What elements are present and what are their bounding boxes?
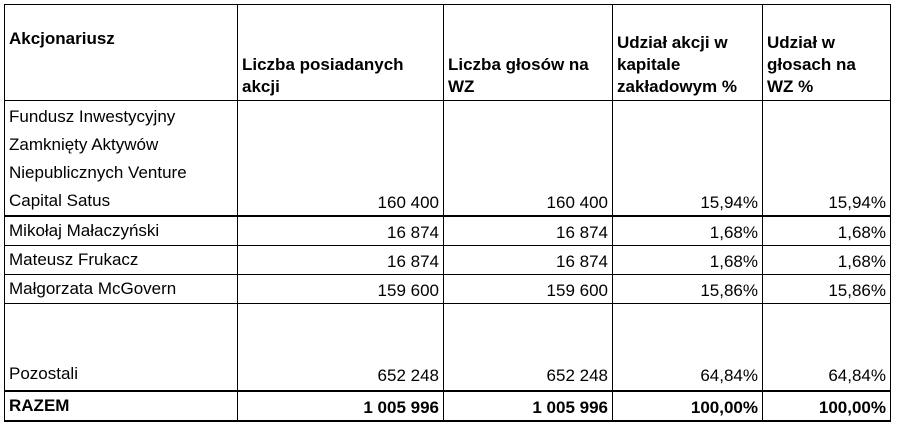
votes-pct-cell: 1,68%	[763, 245, 891, 274]
total-votes-pct-cell: 100,00%	[763, 391, 891, 421]
header-row	[5, 5, 891, 101]
votes-cell: 160 400	[444, 101, 613, 216]
table-row	[5, 216, 891, 246]
votes-cell: 159 600	[444, 274, 613, 303]
shareholder-name: Fundusz Inwestycyjny Zamknięty Aktywów Niepublicznych Venture Capital Satus	[5, 101, 238, 216]
header-shares: Liczba posiadanych akcji	[238, 5, 444, 101]
votes-cell: 652 248	[444, 303, 613, 391]
header-capital-pct: Udział akcji w kapitale zakładowym %	[613, 5, 763, 101]
table-row	[5, 274, 891, 303]
total-votes-cell: 1 005 996	[444, 391, 613, 421]
capital-pct-cell: 15,94%	[613, 101, 763, 216]
header-shareholder: Akcjonariusz	[5, 5, 238, 101]
shares-cell: 16 874	[238, 216, 444, 246]
votes-pct-cell: 15,86%	[763, 274, 891, 303]
votes-cell: 16 874	[444, 216, 613, 246]
shareholder-name: Małgorzata McGovern	[5, 274, 238, 303]
table-row	[5, 245, 891, 274]
shares-cell: 16 874	[238, 245, 444, 274]
shareholder-name: Mateusz Frukacz	[5, 245, 238, 274]
capital-pct-cell: 1,68%	[613, 216, 763, 246]
capital-pct-cell: 64,84%	[613, 303, 763, 391]
shareholder-name: Mikołaj Małaczyński	[5, 216, 238, 246]
votes-cell: 16 874	[444, 245, 613, 274]
shares-cell: 160 400	[238, 101, 444, 216]
total-label: RAZEM	[5, 391, 238, 421]
capital-pct-cell: 15,86%	[613, 274, 763, 303]
table-row	[5, 303, 891, 391]
shares-cell: 652 248	[238, 303, 444, 391]
votes-pct-cell: 64,84%	[763, 303, 891, 391]
votes-pct-cell: 1,68%	[763, 216, 891, 246]
shareholder-name: Pozostali	[5, 303, 238, 391]
total-shares-cell: 1 005 996	[238, 391, 444, 421]
votes-pct-cell: 15,94%	[763, 101, 891, 216]
table-row	[5, 101, 891, 216]
header-votes-pct: Udział w głosach na WZ %	[763, 5, 891, 101]
total-capital-pct-cell: 100,00%	[613, 391, 763, 421]
header-votes: Liczba głosów na WZ	[444, 5, 613, 101]
shares-cell: 159 600	[238, 274, 444, 303]
capital-pct-cell: 1,68%	[613, 245, 763, 274]
shareholders-table	[4, 4, 891, 422]
total-row	[5, 391, 891, 421]
